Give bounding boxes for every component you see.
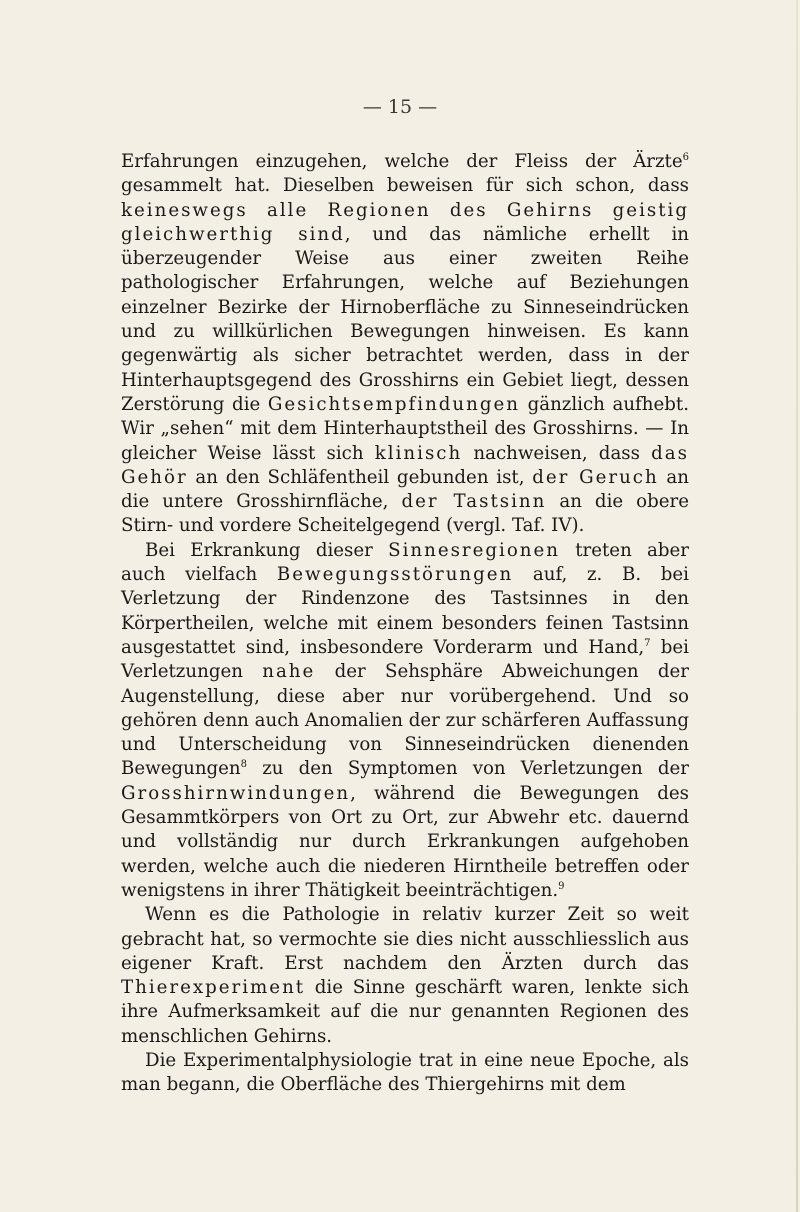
spaced-emphasis: Bewegungsstörungen [276, 564, 514, 586]
text-run: Erfahrungen einzugehen, welche der Fleiss der Ärzte [121, 151, 683, 172]
text-run: zu den Symptomen von Verletzungen der [247, 758, 689, 780]
footnote-ref: 7 [644, 637, 651, 649]
footnote-ref: 8 [240, 759, 248, 771]
text-run: nachweisen, dass [462, 442, 652, 464]
paragraph-1 [121, 150, 689, 539]
text-run: treten aber auch vielfach [121, 539, 690, 586]
spaced-emphasis: Grosshirnwindungen [121, 782, 351, 804]
spaced-emphasis: der Geruch [532, 466, 659, 488]
text-run: die Sinne geschärft waren, lenkte sich ihre Aufmerksamkeit auf die nur genannten Regionen des menschlichen Gehirns. [121, 977, 689, 1047]
text-run: , und das nämliche erhellt in überzeugender Weise aus einer zweiten Reihe pathologischer Erfahrungen, welche auf Beziehungen einzelner Bezirke der Hirnoberfläche zu Sinneseindrücken und zu willkürlichen Bewegungen hinweisen. Es kann gegenwärtig als sicher betrachtet werden, dass in der Hinterhauptsgegend des Grosshirns ein Gebiet liegt, dessen Zerstörung die [121, 223, 689, 415]
footnote-ref: 9 [558, 880, 565, 892]
text-run: gänzlich aufhebt. Wir „sehen“ mit dem Hinterhauptstheil des Grosshirns. — In gleicher Weise lässt sich [121, 393, 689, 464]
footnote-ref: 6 [682, 151, 689, 163]
spaced-emphasis: nahe [262, 661, 316, 683]
text-run: der Sehsphäre Abweichungen der Augenstellung, diese aber nur vorübergehend. Und so gehören denn auch Anomalien der zur schärferen Auffassung und Unterscheidung von Sinneseindrücken dienenden Bewegungen [121, 661, 689, 780]
text-run: Die Experimentalphysiologie trat in eine neue Epoche, als man begann, die Oberfläche des Thiergehirns mit dem [121, 1049, 689, 1096]
text-run: bei Verletzungen [121, 636, 689, 683]
text-run: an den Schläfentheil gebunden ist, [187, 466, 533, 488]
spaced-emphasis: Thierexperiment [121, 977, 306, 999]
text-run: Bei Erkrankung dieser [145, 539, 389, 561]
page-edge [796, 0, 798, 1212]
spaced-emphasis: keineswegs alle Regionen des Gehirns geistig gleichwerthig sind [121, 199, 689, 245]
spaced-emphasis: Sinnesregionen [388, 539, 560, 561]
text-run: an die obere Stirn- und vordere Scheitelgegend (vergl. Taf. IV). [121, 491, 689, 537]
paragraph-2 [121, 539, 689, 903]
text-run: an die untere Grosshirnfläche, [121, 466, 689, 513]
text-run: , während die Bewegungen des Gesammtkörpers von Ort zu Ort, zur Abwehr etc. dauernd und vollständig nur durch Erkrankungen aufgehoben werden, welche auch die niederen Hirntheile betreffen oder wenigstens in ihrer Thätigkeit beeinträchtigen. [121, 782, 689, 901]
spaced-emphasis: Gesichtsempfindungen [267, 393, 520, 415]
body-text [121, 150, 689, 1098]
text-run: Wenn es die Pathologie in relativ kurzer Zeit so weit gebracht hat, so vermochte sie dies nicht ausschliesslich aus eigener Kraft. Erst nachdem den Ärzten durch das [121, 904, 689, 974]
spaced-emphasis: klinisch [374, 442, 463, 464]
text-run: auf, z. B. bei Verletzung der Rindenzone des Tastsinnes in den Körpertheilen, welche mit einem besonders feinen Tastsinn ausgestattet sind, insbesondere Vorderarm und Hand, [121, 564, 689, 658]
page-number: — 15 — [362, 96, 438, 118]
paragraph-3 [121, 903, 689, 1049]
text-run: gesammelt hat. Dieselben beweisen für sich schon, dass [121, 175, 689, 197]
spaced-emphasis: das Gehör [121, 442, 689, 488]
spaced-emphasis: der Tastsinn [401, 491, 547, 513]
paragraph-4 [121, 1049, 689, 1098]
